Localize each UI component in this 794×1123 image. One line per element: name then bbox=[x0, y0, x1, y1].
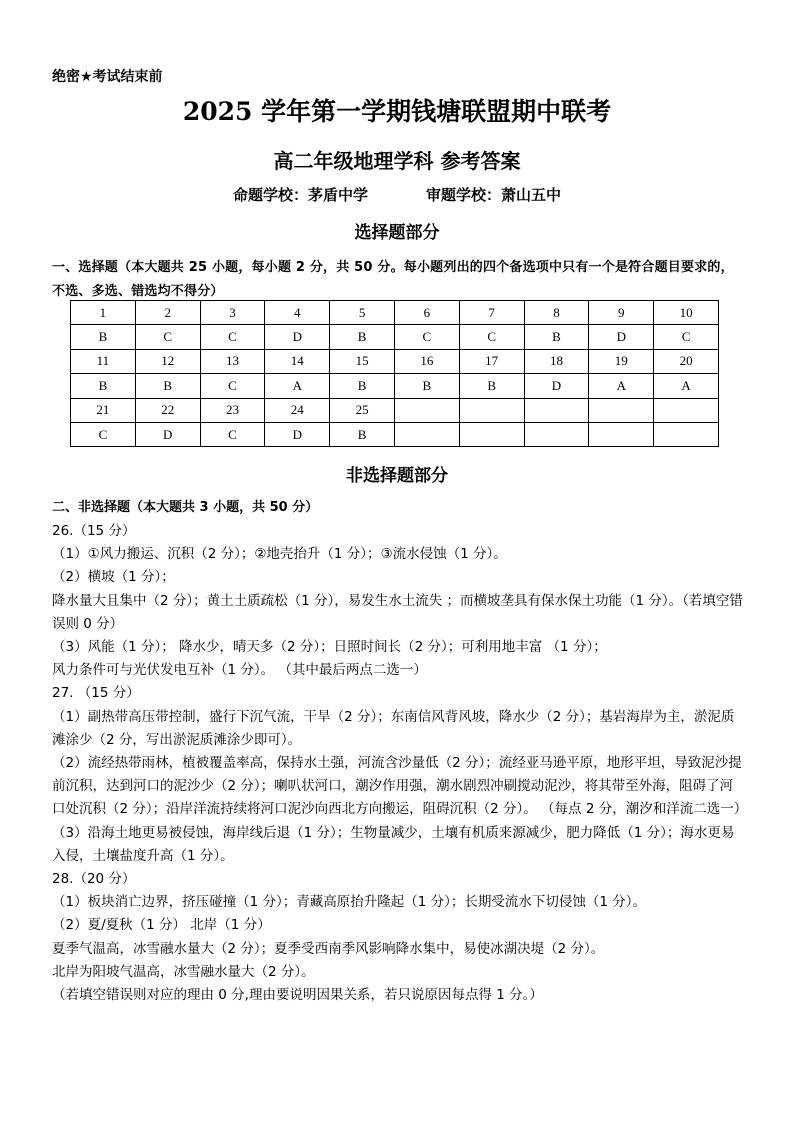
table-cell: 21 bbox=[71, 398, 136, 422]
table-cell: 10 bbox=[654, 301, 719, 325]
table-cell: 12 bbox=[135, 349, 200, 373]
table-cell: D bbox=[524, 374, 589, 398]
nonchoice-instruction: 二、非选择题（本大题共 3 小题，共 50 分） bbox=[52, 500, 319, 515]
q26-part1: （1）①风力搬运、沉积（2 分）；②地壳抬升（1 分）；③流水侵蚀（1 分）。 bbox=[52, 546, 507, 563]
table-cell: B bbox=[330, 374, 395, 398]
table-cell: 13 bbox=[200, 349, 265, 373]
q27-part1: （1）副热带高压带控制，盛行下沉气流，干旱（2 分）；东南信风背风坡，降水少（2 分）；基岩海岸为主，淤泥质滩涂少（2 分，写出淤泥质滩涂少即可）。 bbox=[52, 708, 735, 748]
table-cell bbox=[459, 398, 524, 422]
q26-header: 26.（15 分） bbox=[52, 523, 136, 539]
table-cell: 7 bbox=[459, 301, 524, 325]
table-cell: 20 bbox=[654, 349, 719, 373]
table-cell: D bbox=[265, 325, 330, 349]
q26-part3-cont: 风力条件可与光伏发电互补（1 分）。 （其中最后两点二选一） bbox=[52, 662, 427, 679]
table-cell: 16 bbox=[394, 349, 459, 373]
table-cell: 11 bbox=[71, 349, 136, 373]
table-cell: C bbox=[459, 325, 524, 349]
table-cell: B bbox=[524, 325, 589, 349]
table-cell bbox=[589, 422, 654, 446]
table-cell: 15 bbox=[330, 349, 395, 373]
exam-subtitle: 高二年级地理学科 参考答案 bbox=[273, 149, 521, 173]
table-cell: 19 bbox=[589, 349, 654, 373]
q28-part2: （2）夏/夏秋（1 分） 北岸（1 分） bbox=[52, 917, 271, 934]
q26-part2: （2）横坡（1 分）； bbox=[52, 569, 175, 586]
table-cell: B bbox=[394, 374, 459, 398]
confidential-mark: 绝密★考试结束前 bbox=[52, 69, 163, 85]
table-cell bbox=[394, 398, 459, 422]
table-cell: C bbox=[135, 325, 200, 349]
reviewer-school: 审题学校：萧山五中 bbox=[426, 186, 562, 204]
table-cell: 25 bbox=[330, 398, 395, 422]
table-cell: B bbox=[330, 325, 395, 349]
table-cell: D bbox=[135, 422, 200, 446]
table-cell: 18 bbox=[524, 349, 589, 373]
table-cell bbox=[589, 398, 654, 422]
q28-part2-summer: 夏季气温高，冰雪融水量大（2 分）；夏季受西南季风影响降水集中，易使冰湖决堤（2 分）。 bbox=[52, 940, 605, 957]
table-cell: 22 bbox=[135, 398, 200, 422]
table-row bbox=[71, 398, 719, 422]
table-cell: C bbox=[394, 325, 459, 349]
table-cell: C bbox=[200, 374, 265, 398]
table-cell: 2 bbox=[135, 301, 200, 325]
table-cell bbox=[654, 422, 719, 446]
table-cell: B bbox=[71, 325, 136, 349]
table-cell: A bbox=[589, 374, 654, 398]
table-cell: B bbox=[71, 374, 136, 398]
section-heading-choice: 选择题部分 bbox=[354, 223, 440, 243]
table-cell bbox=[459, 422, 524, 446]
table-cell bbox=[524, 398, 589, 422]
table-cell: C bbox=[200, 422, 265, 446]
table-cell bbox=[654, 398, 719, 422]
table-cell: C bbox=[654, 325, 719, 349]
q26-part2-reason: 降水量大且集中（2 分）；黄土土质疏松（1 分），易发生水土流失 ；而横坡垄具有保水保土功能（1 分）。（若填空错误则 0 分） bbox=[52, 592, 743, 632]
table-cell: B bbox=[135, 374, 200, 398]
table-cell: 24 bbox=[265, 398, 330, 422]
table-cell: A bbox=[654, 374, 719, 398]
proposer-school: 命题学校：茅盾中学 bbox=[232, 186, 368, 204]
table-row bbox=[71, 374, 719, 398]
table-cell: C bbox=[200, 325, 265, 349]
table-cell: D bbox=[265, 422, 330, 446]
q28-part2-north: 北岸为阳坡气温高，冰雪融水量大（2 分）。 bbox=[52, 963, 315, 980]
q26-part3: （3）风能（1 分）； 降水少，晴天多（2 分）；日照时间长（2 分）；可利用地丰富 （1 分）； bbox=[52, 639, 607, 656]
table-cell: C bbox=[71, 422, 136, 446]
table-cell: 5 bbox=[330, 301, 395, 325]
table-cell: 23 bbox=[200, 398, 265, 422]
table-cell bbox=[394, 422, 459, 446]
table-cell: B bbox=[330, 422, 395, 446]
table-cell: 17 bbox=[459, 349, 524, 373]
table-cell: 4 bbox=[265, 301, 330, 325]
q27-header: 27. （15 分） bbox=[52, 685, 140, 702]
q28-note: （若填空错误则对应的理由 0 分,理由要说明因果关系，若只说原因每点得 1 分。） bbox=[52, 987, 543, 1004]
table-cell: 9 bbox=[589, 301, 654, 325]
table-row bbox=[71, 422, 719, 446]
table-cell: 6 bbox=[394, 301, 459, 325]
answer-table bbox=[70, 300, 719, 447]
table-row bbox=[71, 349, 719, 373]
table-cell: D bbox=[589, 325, 654, 349]
answer-body bbox=[52, 520, 748, 1007]
table-cell: 1 bbox=[71, 301, 136, 325]
table-row bbox=[71, 325, 719, 349]
q27-part3: （3）沿海土地更易被侵蚀，海岸线后退（1 分）；生物量减少，土壤有机质来源减少，肥力降低（1 分）；海水更易入侵，土壤盐度升高（1 分）。 bbox=[52, 824, 735, 864]
table-cell: 3 bbox=[200, 301, 265, 325]
section-heading-nonchoice: 非选择题部分 bbox=[346, 466, 448, 486]
table-cell: 14 bbox=[265, 349, 330, 373]
school-info bbox=[0, 184, 794, 205]
table-cell: A bbox=[265, 374, 330, 398]
choice-instruction: 一、选择题（本大题共 25 小题，每小题 2 分，共 50 分。每小题列出的四个备选项中只有一个是符合题目要求的，不选、多选、错选均不得分） bbox=[52, 260, 734, 299]
table-cell: 8 bbox=[524, 301, 589, 325]
exam-title: 2025 学年第一学期钱塘联盟期中联考 bbox=[182, 97, 612, 126]
table-cell: B bbox=[459, 374, 524, 398]
table-row bbox=[71, 301, 719, 325]
q28-header: 28.（20 分） bbox=[52, 871, 136, 888]
table-cell bbox=[524, 422, 589, 446]
q28-part1: （1）板块消亡边界，挤压碰撞（1 分）；青藏高原抬升隆起（1 分）；长期受流水下切侵蚀（1 分）。 bbox=[52, 894, 646, 911]
q27-part2: （2）流经热带雨林，植被覆盖率高，保持水土强，河流含沙量低（2 分）；流经亚马逊平原，地形平坦，导致泥沙提前沉积，达到河口的泥沙少（2 分）；喇叭状河口，潮汐作用强，潮水剧烈冲刷搅动泥沙，将其带至外海，阻碍了河口处沉积（2 分）；沿岸洋流持续将河口泥沙向西北方向搬运，阻碍沉积（2 分）。 （每点 2 分，潮汐和洋流二选一） bbox=[52, 755, 748, 818]
